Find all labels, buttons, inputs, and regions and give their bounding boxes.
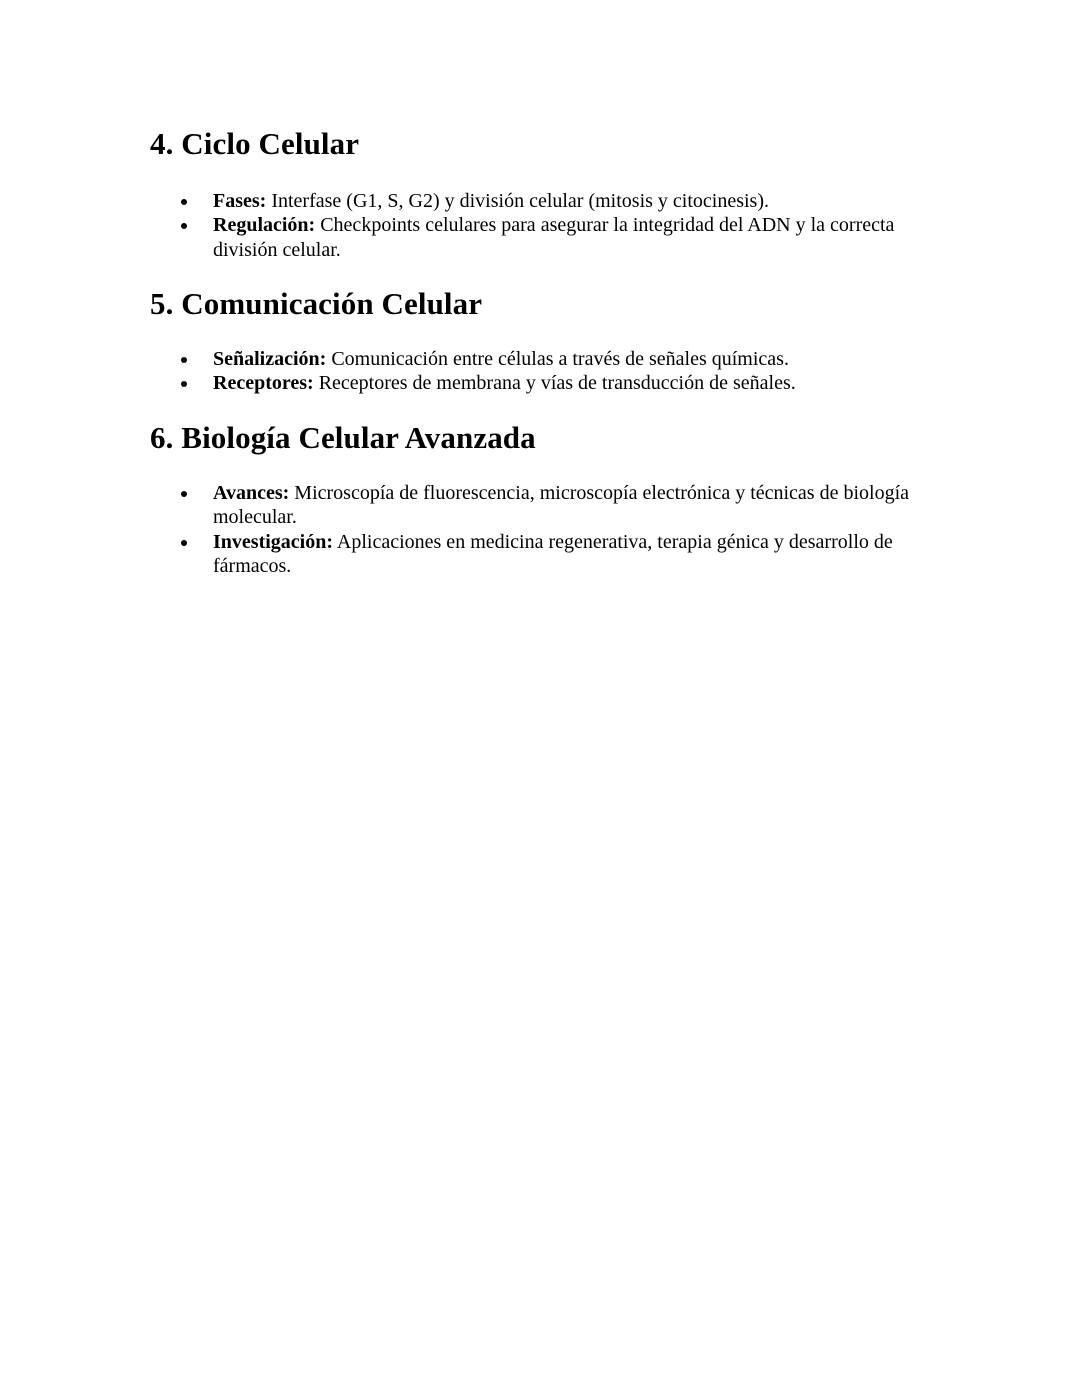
item-term: Investigación: [213, 530, 333, 553]
list-item [150, 371, 930, 395]
item-text: Interfase (G1, S, G2) y división celular (mitosis y citocinesis). [271, 190, 770, 212]
section-ciclo-celular [150, 126, 930, 262]
list-item [150, 189, 930, 213]
list-item [150, 213, 930, 262]
bullet-icon [181, 357, 187, 363]
bullet-icon [181, 381, 187, 387]
item-term: Regulación: [213, 214, 316, 237]
item-text: Receptores de membrana y vías de transducción de señales. [318, 372, 796, 395]
bullet-list [150, 189, 930, 262]
list-item [150, 481, 930, 530]
item-term: Avances: [213, 482, 290, 504]
list-item [150, 530, 930, 579]
item-term: Señalización: [213, 348, 327, 370]
section-comunicacion-celular [150, 286, 930, 396]
item-text: Aplicaciones en medicina regenerativa, terapia génica y desarrollo de fármacos. [213, 530, 893, 577]
bullet-icon [181, 199, 187, 205]
item-term: Receptores: [213, 372, 314, 395]
item-text: Comunicación entre células a través de señales químicas. [331, 348, 789, 370]
item-term: Fases: [213, 190, 267, 212]
bullet-list [150, 347, 930, 396]
item-text: Microscopía de fluorescencia, microscopía electrónica y técnicas de biología molecular. [213, 482, 910, 529]
section-heading: 5. Comunicación Celular [150, 286, 483, 321]
item-text: Checkpoints celulares para asegurar la integridad del ADN y la correcta división celular. [213, 214, 895, 261]
section-heading: 4. Ciclo Celular [150, 126, 360, 161]
bullet-icon [181, 491, 187, 497]
bullet-list [150, 481, 930, 578]
bullet-icon [181, 223, 187, 229]
bullet-icon [181, 540, 187, 546]
section-biologia-celular-avanzada [150, 420, 930, 578]
list-item [150, 347, 930, 371]
section-heading: 6. Biología Celular Avanzada [150, 420, 536, 455]
